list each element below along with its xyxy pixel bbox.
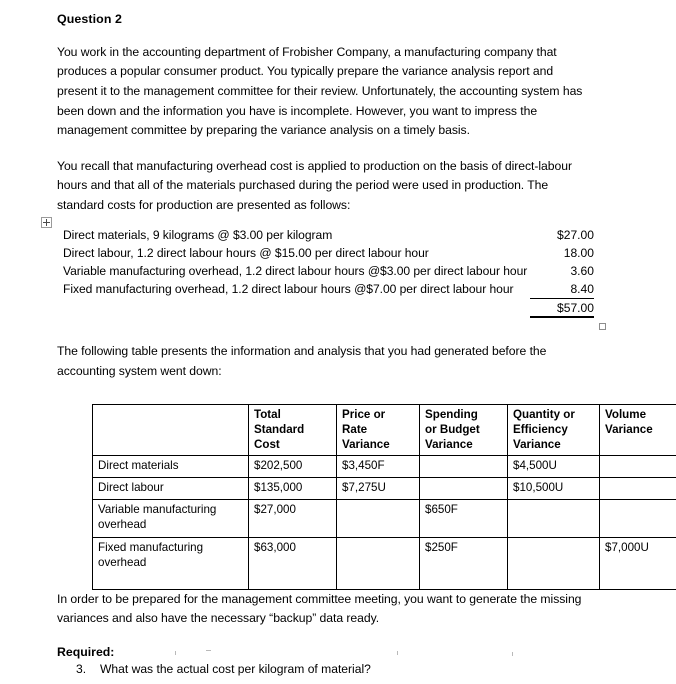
standard-cost-amount: 18.00 bbox=[563, 245, 594, 260]
cell-spending-budget-variance bbox=[420, 455, 508, 477]
header-line: Rate bbox=[342, 422, 368, 436]
document-content bbox=[57, 12, 653, 660]
closing-paragraph: In order to be prepared for the management committee meeting, you want to generate the missing variances and also have the necessary “backup” data ready. bbox=[57, 591, 582, 626]
cell-item bbox=[93, 499, 249, 537]
cell-quantity-efficiency-variance bbox=[508, 537, 600, 589]
question-item bbox=[76, 660, 596, 678]
standard-cost-row bbox=[57, 280, 594, 299]
header-line: Total bbox=[254, 407, 281, 421]
table-row bbox=[93, 455, 676, 477]
standard-cost-row bbox=[57, 262, 594, 280]
cell-item-line: overhead bbox=[98, 517, 147, 531]
cell-price-rate-variance bbox=[337, 537, 420, 589]
question-number: 3. bbox=[76, 662, 87, 676]
header-line: Standard bbox=[254, 422, 305, 436]
column-header-item bbox=[93, 404, 249, 455]
page-title: Question 2 bbox=[57, 12, 123, 26]
standard-cost-amount: $27.00 bbox=[557, 227, 594, 242]
resize-square-icon[interactable] bbox=[599, 323, 606, 330]
cell-item bbox=[93, 537, 249, 589]
cell-quantity-efficiency-variance bbox=[508, 499, 600, 537]
cell-item-line: overhead bbox=[98, 555, 147, 569]
cell-quantity-efficiency-variance: $10,500U bbox=[508, 477, 600, 499]
standard-cost-label: Direct materials, 9 kilograms @ $3.00 per kilogram bbox=[63, 227, 333, 242]
cell-volume-variance bbox=[600, 499, 676, 537]
cell-volume-variance: $7,000U bbox=[600, 537, 676, 589]
move-cross-icon[interactable] bbox=[41, 217, 52, 228]
variance-table-body bbox=[93, 455, 676, 589]
question-text: What was the actual cost per kilogram of material? bbox=[100, 662, 371, 676]
variance-table bbox=[92, 404, 676, 590]
column-header-price-rate-variance bbox=[337, 404, 420, 455]
cell-spending-budget-variance bbox=[420, 477, 508, 499]
cell-volume-variance bbox=[600, 455, 676, 477]
table-intro-paragraph: The following table presents the information and analysis that you had generated before the accounting system went down: bbox=[57, 344, 547, 379]
standard-cost-total: $57.00 bbox=[530, 300, 594, 319]
standard-cost-label: Variable manufacturing overhead, 1.2 direct labour hours @$3.00 per direct labour hour bbox=[63, 264, 528, 279]
header-line: Quantity or bbox=[513, 407, 575, 421]
standard-cost-row bbox=[57, 244, 594, 262]
header-line: Variance bbox=[513, 438, 561, 452]
required-label: Required: bbox=[57, 644, 115, 659]
header-line: Variance bbox=[342, 438, 390, 452]
cell-total-standard-cost: $202,500 bbox=[249, 455, 337, 477]
header-line: Efficiency bbox=[513, 422, 568, 436]
cell-spending-budget-variance: $250F bbox=[420, 537, 508, 589]
cell-price-rate-variance: $7,275U bbox=[337, 477, 420, 499]
column-header-spending-budget-variance bbox=[420, 404, 508, 455]
scan-artifact bbox=[206, 650, 211, 651]
header-line: Spending bbox=[425, 407, 478, 421]
header-line: Variance bbox=[425, 438, 473, 452]
table-row bbox=[93, 477, 676, 499]
cell-item-line: Variable manufacturing bbox=[98, 502, 217, 516]
header-line: or Budget bbox=[425, 422, 480, 436]
variance-table-wrapper bbox=[57, 404, 653, 590]
header-line: Volume bbox=[605, 407, 647, 421]
header-line: Cost bbox=[254, 438, 280, 452]
cell-total-standard-cost: $27,000 bbox=[249, 499, 337, 537]
header-line: Price or bbox=[342, 407, 386, 421]
scan-artifact bbox=[175, 651, 176, 655]
standard-cost-row bbox=[57, 226, 594, 244]
cell-quantity-efficiency-variance: $4,500U bbox=[508, 455, 600, 477]
standard-cost-label: Fixed manufacturing overhead, 1.2 direct labour hours @$7.00 per direct labour hour bbox=[63, 282, 514, 297]
intro-paragraph: You work in the accounting department of Frobisher Company, a manufacturing company that produces a popular consumer product. You typically prepare the variance analysis report and present it to the management committee for their review. Unfortunately, the accounting system has been down and the information you have is incomplete. However, you want to impress the management committee by preparing the variance analysis on a timely basis. bbox=[57, 44, 583, 138]
header-line: Variance bbox=[605, 422, 653, 436]
column-header-volume-variance bbox=[600, 404, 676, 455]
recall-paragraph: You recall that manufacturing overhead cost is applied to production on the basis of direct-labour hours and that all of the materials purchased during the period were used in production. The standard costs for production are presented as follows: bbox=[57, 158, 572, 213]
cell-volume-variance bbox=[600, 477, 676, 499]
table-row bbox=[93, 537, 676, 589]
cell-item: Direct labour bbox=[93, 477, 249, 499]
standard-costs-block bbox=[57, 216, 594, 319]
cell-spending-budget-variance: $650F bbox=[420, 499, 508, 537]
table-row bbox=[93, 499, 676, 537]
cell-item-line: Fixed manufacturing bbox=[98, 540, 204, 554]
cell-total-standard-cost: $63,000 bbox=[249, 537, 337, 589]
scan-artifact bbox=[397, 651, 398, 655]
column-header-quantity-efficiency-variance bbox=[508, 404, 600, 455]
cell-price-rate-variance bbox=[337, 499, 420, 537]
cell-price-rate-variance: $3,450F bbox=[337, 455, 420, 477]
column-header-total-standard-cost bbox=[249, 404, 337, 455]
standard-cost-amount: 3.60 bbox=[570, 264, 594, 279]
standard-cost-amount: 8.40 bbox=[530, 281, 594, 299]
cell-item: Direct materials bbox=[93, 455, 249, 477]
standard-cost-label: Direct labour, 1.2 direct labour hours @ $15.00 per direct labour hour bbox=[63, 245, 429, 260]
variance-table-head bbox=[93, 404, 676, 455]
table-header-row bbox=[93, 404, 676, 455]
scan-artifact bbox=[512, 652, 513, 656]
standard-cost-total-row bbox=[57, 300, 594, 319]
cell-total-standard-cost: $135,000 bbox=[249, 477, 337, 499]
